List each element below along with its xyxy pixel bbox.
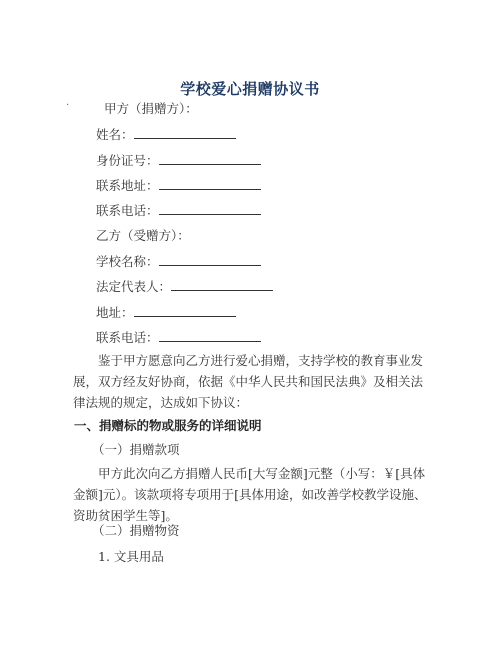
phone-label: 联系电话： xyxy=(96,203,159,218)
legal-rep-label: 法定代表人： xyxy=(96,279,172,294)
subsection-1-heading: （一）捐赠款项 xyxy=(92,442,180,457)
school-label: 学校名称： xyxy=(96,254,159,269)
phone-b-blank xyxy=(159,329,261,342)
document-title: 学校爱心捐赠协议书 xyxy=(180,80,320,98)
school-field xyxy=(96,253,261,270)
party-b-heading: 乙方（受赠方）： xyxy=(96,228,190,243)
phone-blank xyxy=(159,202,261,215)
name-field xyxy=(96,126,236,143)
school-blank xyxy=(159,253,261,266)
phone-b-field xyxy=(96,329,261,346)
address-blank xyxy=(159,177,261,190)
item-1: 1. 文具用品 xyxy=(98,549,164,564)
bullet-marker: · xyxy=(66,100,70,111)
id-field xyxy=(96,152,261,169)
addr-blank xyxy=(134,304,236,317)
legal-rep-blank xyxy=(171,278,273,291)
id-label: 身份证号： xyxy=(96,153,159,168)
phone-field xyxy=(96,202,261,219)
donation-money-paragraph: 甲方此次向乙方捐赠人民币[大写金额]元整（小写：￥[具体金额]元）。该款项将专项用于[具体用途，如改善学校教学设施、资助贫困学生等]。 xyxy=(73,466,427,523)
name-blank xyxy=(134,126,236,139)
address-label: 联系地址： xyxy=(96,178,159,193)
section-1-heading: 一、捐赠标的物或服务的详细说明 xyxy=(74,418,262,433)
name-label: 姓名： xyxy=(96,127,134,142)
legal-rep-field xyxy=(96,278,273,295)
intro-paragraph: 鉴于甲方愿意向乙方进行爱心捐赠，支持学校的教育事业发展，双方经友好协商，依据《中华人民共和国民法典》及相关法律法规的规定，达成如下协议： xyxy=(73,353,424,410)
party-a-heading: 甲方（捐赠方）： xyxy=(104,101,198,116)
address-field xyxy=(96,177,261,194)
phone-b-label: 联系电话： xyxy=(96,330,159,345)
subsection-2-heading: （二）捐赠物资 xyxy=(92,523,180,538)
addr-field xyxy=(96,304,236,321)
addr-label: 地址： xyxy=(96,305,134,320)
id-blank xyxy=(159,152,261,165)
